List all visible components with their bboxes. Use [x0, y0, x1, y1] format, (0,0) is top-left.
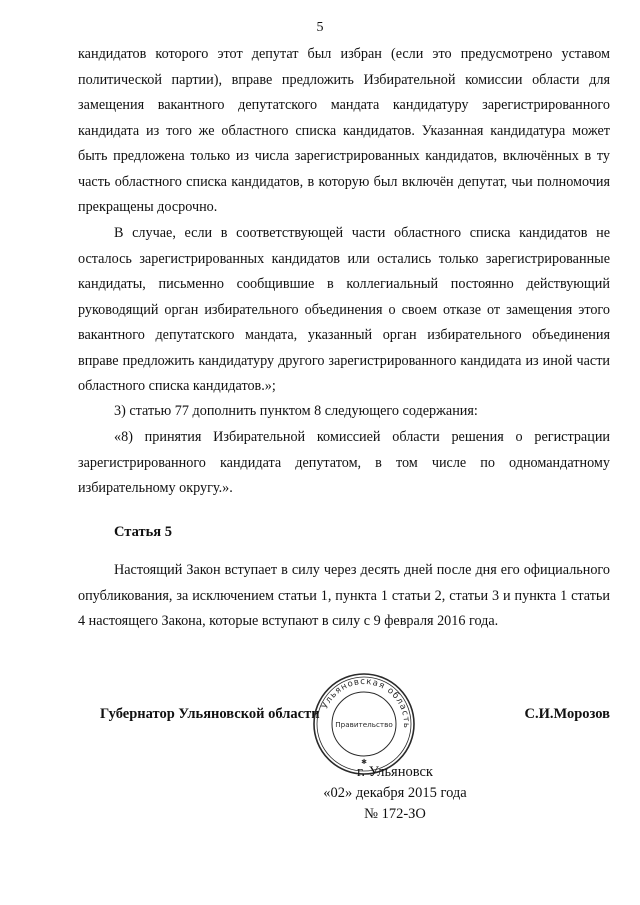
city: г. Ульяновск	[357, 764, 433, 780]
place-date-block	[300, 762, 490, 825]
seal-star-icon: ✱	[361, 758, 367, 766]
article-heading: Статья 5	[114, 524, 172, 540]
governor-name: С.И.Морозов	[524, 706, 610, 722]
paragraph-article-77-amendment: 3) статью 77 дополнить пунктом 8 следующего содержания:	[114, 403, 478, 419]
law-number: № 172-ЗО	[364, 806, 426, 822]
governor-title: Губернатор Ульяновской области	[100, 706, 320, 722]
seal-outer-text: Ульяновская область	[320, 676, 412, 730]
law-date: «02» декабря 2015 года	[323, 785, 467, 801]
page-number: 5	[316, 20, 324, 35]
seal-inner-text: Правительство	[335, 720, 393, 729]
official-seal-stamp	[312, 672, 416, 776]
paragraph-entry-into-force: Настоящий Закон вступает в силу через десять дней после дня его официального опубликования, за исключением статьи 1, пункта 1 статьи 2, статьи 3 и пункта 1 статьи 4 настоящего Закона, которые вступают в силу с 9 февраля 2016 года.	[78, 562, 610, 629]
paragraph-continuation: кандидатов которого этот депутат был избран (если это предусмотрено уставом политической партии), вправе предложить Избирательной комиссии области для замещения вакантного депутатского мандата кандидатуру зарегистрированного кандидата из того же областного списка кандидатов. Указанная кандидатура может быть предложена только из числа зарегистрированных кандидатов, включённых в ту часть областного списка кандидатов, в которую был включён депутат, чьи полномочия прекращены досрочно.	[78, 46, 610, 215]
paragraph-remaining-candidates: В случае, если в соответствующей части областного списка кандидатов не осталось зарегистрированных кандидатов или остались только зарегистрированные кандидаты, письменно сообщившие в коллегиальный постоянно действующий руководящий орган избирательного объединения о своем отказе от замещения этого вакантного депутатского мандата, указанный орган избирательного объединения вправе предложить кандидатуру другого зарегистрированного кандидата из иной части областного списка кандидатов.»;	[78, 225, 610, 394]
paragraph-point-8: «8) принятия Избирательной комиссией области решения о регистрации зарегистрированного кандидата депутатом, в том числе по одномандатному избирательному округу.».	[78, 429, 610, 496]
